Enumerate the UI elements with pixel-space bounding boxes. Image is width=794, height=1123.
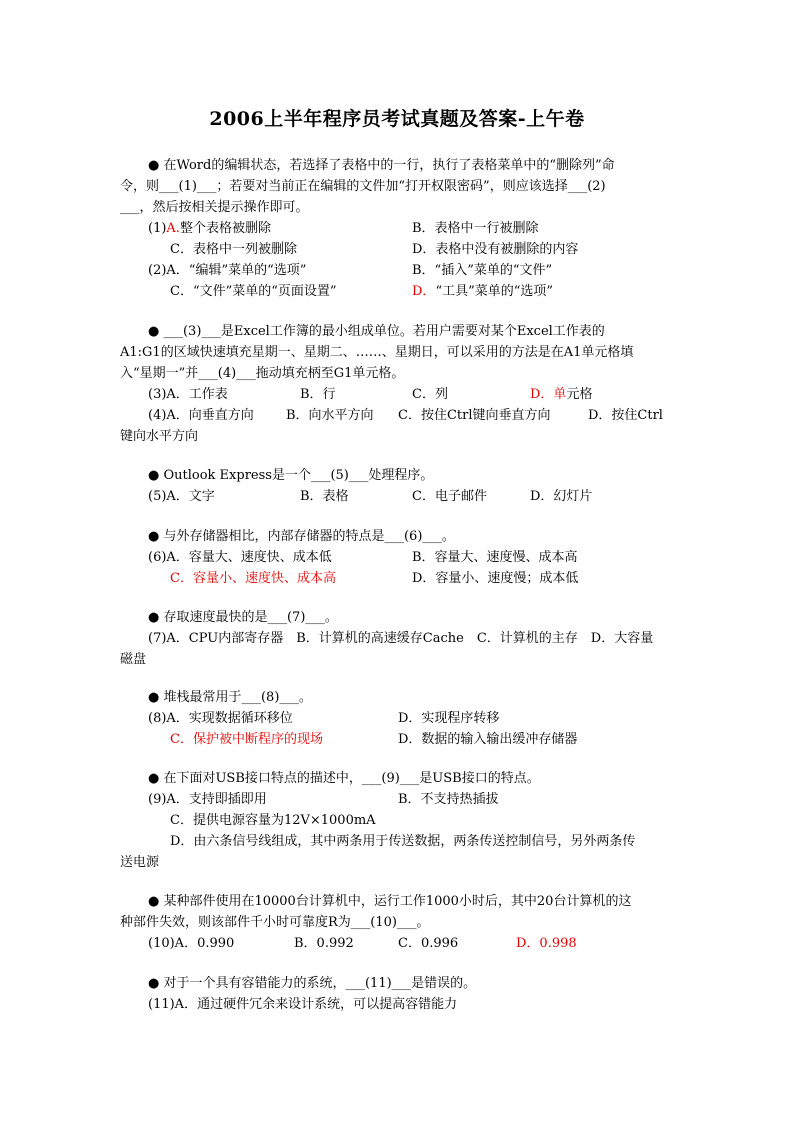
q1-option-b: B．表格中一行被删除 bbox=[412, 221, 539, 236]
q9-option-b: B．不支持热插拔 bbox=[398, 792, 499, 807]
q4-option-a: (4)A．向垂直方向 bbox=[148, 408, 254, 423]
q8-option-a: (8)A．实现数据循环移位 bbox=[148, 711, 293, 726]
q10-option-a: (10)A．0.990 bbox=[148, 936, 235, 951]
q8-option-d: D．实现程序转移 bbox=[398, 711, 500, 726]
q1-answer-marker: A. bbox=[166, 221, 180, 236]
q4-option-d: D．按住Ctrl bbox=[588, 408, 663, 423]
q5-option-d: D．幻灯片 bbox=[530, 489, 593, 504]
q2-option-b: B．“插入”菜单的“文件” bbox=[412, 263, 553, 278]
q10-line-2: 种部件失效，则该部件千小时可靠度R为___(10)___。 bbox=[120, 915, 430, 930]
q6-line-1: ● 与外存储器相比，内部存储器的特点是___(6)___。 bbox=[148, 529, 455, 544]
q9-line-1: ● 在下面对USB接口特点的描述中，___(9)___是USB接口的特点。 bbox=[148, 771, 540, 786]
q7-line-1: ● 存取速度最快的是___(7)___。 bbox=[148, 610, 338, 625]
q4-option-b: B．向水平方向 bbox=[286, 408, 374, 423]
q3-line-2: A1:G1的区域快速填充星期一、星期二、……、星期日，可以采用的方法是在A1单元格填 bbox=[120, 345, 634, 360]
q10-option-d-answer: D．0.998 bbox=[516, 936, 577, 951]
q1-line-2: 令，则___(1)___；若要对当前正在编辑的文件加“打开权限密码”，则应该选择___(2) bbox=[120, 179, 606, 194]
q1-option-a-text: 整个表格被删除 bbox=[179, 221, 271, 236]
q7-options-continued: 磁盘 bbox=[120, 652, 147, 667]
q2-option-c: C．“文件”菜单的“页面设置” bbox=[170, 284, 337, 299]
q3-line-3: 入“星期一”并___(4)___拖动填充柄至G1单元格。 bbox=[120, 366, 405, 381]
q4-option-d-continued: 键向水平方向 bbox=[120, 429, 199, 444]
q8-line-1: ● 堆栈最常用于___(8)___。 bbox=[148, 690, 312, 705]
q9-option-a: (9)A．支持即插即用 bbox=[148, 792, 267, 807]
q1-option-d: D．表格中没有被删除的内容 bbox=[412, 242, 579, 257]
q11-option-a: (11)A．通过硬件冗余来设计系统，可以提高容错能力 bbox=[148, 997, 458, 1012]
q3-option-a: (3)A．工作表 bbox=[148, 387, 228, 402]
q6-option-b: B．容量大、速度慢、成本高 bbox=[412, 550, 578, 565]
q3-option-d bbox=[530, 385, 592, 405]
q6-option-d: D．容量小、速度慢；成本低 bbox=[412, 571, 579, 586]
q11-line-1: ● 对于一个具有容错能力的系统，___(11)___是错误的。 bbox=[148, 976, 477, 991]
q2-option-a: (2)A．“编辑”菜单的“选项” bbox=[148, 263, 307, 278]
q4-option-c: C．按住Ctrl键向垂直方向 bbox=[398, 408, 551, 423]
q1-option-a bbox=[148, 219, 271, 239]
q10-option-b: B．0.992 bbox=[294, 936, 354, 951]
q5-line-1: ● Outlook Express是一个___(5)___处理程序。 bbox=[148, 468, 434, 483]
q5-option-c: C．电子邮件 bbox=[412, 489, 487, 504]
q10-option-c: C．0.996 bbox=[398, 936, 459, 951]
q7-options: (7)A．CPU内部寄存器 B．计算机的高速缓存Cache C．计算机的主存 D．大容量 bbox=[148, 631, 654, 646]
q9-option-d-continued: 送电源 bbox=[120, 855, 160, 870]
q9-option-c: C．提供电源容量为12V×1000mA bbox=[170, 813, 376, 828]
q5-option-b: B．表格 bbox=[300, 489, 349, 504]
q3-line-1: ● ___(3)___是Excel工作簿的最小组成单位。若用户需要对某个Excel工作表的 bbox=[148, 324, 605, 339]
q3-option-d-text: 元格 bbox=[566, 387, 593, 402]
q1-option-c: C．表格中一列被删除 bbox=[170, 242, 297, 257]
q2-option-d bbox=[412, 282, 553, 302]
q3-answer-marker: D．单 bbox=[530, 387, 567, 402]
q10-line-1: ● 某种部件使用在10000台计算机中，运行工作1000小时后，其中20台计算机的这 bbox=[148, 894, 632, 909]
q9-option-d: D．由六条信号线组成，其中两条用于传送数据，两条传送控制信号，另外两条传 bbox=[170, 834, 636, 849]
q1-line-1: ● 在Word的编辑状态，若选择了表格中的一行，执行了表格菜单中的“删除列”命 bbox=[148, 158, 615, 173]
q6-option-a: (6)A．容量大、速度快、成本低 bbox=[148, 550, 332, 565]
page-title: 2006上半年程序员考试真题及答案-上午卷 bbox=[209, 108, 585, 130]
q3-option-c: C．列 bbox=[412, 387, 448, 402]
q2-answer-marker: D． bbox=[412, 284, 436, 299]
q5-option-a: (5)A．文字 bbox=[148, 489, 215, 504]
q1-option-prefix: (1) bbox=[148, 221, 167, 236]
q6-option-c-answer: C．容量小、速度快、成本高 bbox=[170, 571, 336, 586]
q1-line-3: ___，然后按相关提示操作即可。 bbox=[120, 200, 309, 215]
q8-option-c-answer: C．保护被中断程序的现场 bbox=[170, 732, 323, 747]
q8-option-d-2: D．数据的输入输出缓冲存储器 bbox=[398, 732, 578, 747]
q2-option-d-text: “工具”菜单的“选项” bbox=[435, 284, 554, 299]
q3-option-b: B．行 bbox=[300, 387, 336, 402]
